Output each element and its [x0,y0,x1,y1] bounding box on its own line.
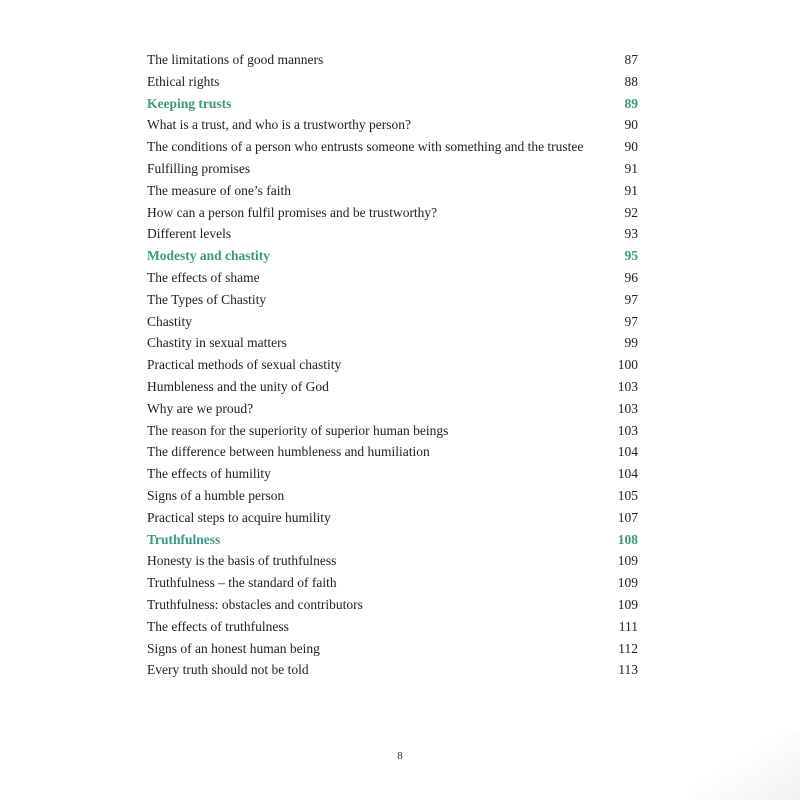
toc-entry-title: Truthfulness [147,531,221,547]
toc-entry-page: 103 [617,400,638,416]
toc-entry-title: The measure of one’s faith [147,182,291,198]
toc-entry [147,572,638,594]
toc-entry [147,485,638,507]
toc-entry-page: 109 [617,575,638,591]
table-of-contents [147,49,638,681]
toc-entry-title: Truthfulness – the standard of faith [147,575,337,591]
toc-entry [147,594,638,616]
toc-entry [147,158,638,180]
toc-entry-page: 104 [617,444,638,460]
toc-entry-title: Chastity in sexual matters [147,335,287,351]
toc-entry-page: 97 [624,313,638,329]
toc-entry [147,202,638,224]
toc-entry [147,71,638,93]
toc-entry-title: The conditions of a person who entrusts someone with something and the trustee [147,139,584,155]
toc-entry-page: 93 [624,226,638,242]
toc-entry-page: 100 [617,357,638,373]
toc-entry-page: 107 [617,509,638,525]
toc-entry-page: 88 [624,73,638,89]
toc-entry-page: 113 [618,662,638,678]
toc-entry-title: Truthfulness: obstacles and contributors [147,596,363,612]
toc-entry-title: The reason for the superiority of superior human beings [147,422,449,438]
toc-entry-page: 97 [624,291,638,307]
toc-entry [147,49,638,71]
toc-entry-page: 89 [624,95,638,111]
page-edge-shadow [690,730,800,800]
toc-entry [147,659,638,681]
toc-entry-page: 99 [624,335,638,351]
toc-entry-page: 105 [617,487,638,503]
toc-entry-page: 109 [617,553,638,569]
toc-entry [147,114,638,136]
toc-entry-title: The effects of humility [147,466,271,482]
toc-section-heading [147,529,638,551]
toc-entry [147,289,638,311]
toc-entry-title: Keeping trusts [147,95,232,111]
toc-entry-title: The Types of Chastity [147,291,267,307]
toc-entry-page: 90 [624,117,638,133]
toc-entry-title: The effects of truthfulness [147,618,289,634]
toc-entry-title: The difference between humbleness and humiliation [147,444,430,460]
toc-entry [147,616,638,638]
toc-entry [147,550,638,572]
toc-entry-title: Chastity [147,313,193,329]
toc-entry [147,223,638,245]
toc-entry-title: Modesty and chastity [147,248,271,264]
toc-entry [147,420,638,442]
toc-entry-page: 92 [624,204,638,220]
toc-entry-page: 108 [617,531,638,547]
toc-entry-title: Practical methods of sexual chastity [147,357,342,373]
toc-entry [147,441,638,463]
toc-entry [147,354,638,376]
toc-entry-page: 91 [624,160,638,176]
toc-entry-page: 103 [617,378,638,394]
toc-entry-page: 103 [617,422,638,438]
toc-entry-page: 87 [624,52,638,67]
toc-entry [147,398,638,420]
toc-entry [147,180,638,202]
toc-entry-title: How can a person fulfil promises and be trustworthy? [147,204,438,220]
toc-entry-page: 90 [624,139,638,155]
toc-entry-page: 104 [617,466,638,482]
toc-entry-page: 91 [624,182,638,198]
toc-entry-page: 109 [617,596,638,612]
toc-section-heading [147,245,638,267]
toc-entry-title: Humbleness and the unity of God [147,378,329,394]
toc-entry-title: Every truth should not be told [147,662,309,678]
toc-entry [147,136,638,158]
toc-entry-title: Ethical rights [147,73,220,89]
toc-entry-page: 112 [618,640,638,656]
toc-entry [147,463,638,485]
toc-entry-title: The effects of shame [147,269,260,285]
toc-entry-page: 111 [618,618,638,634]
toc-entry [147,638,638,660]
toc-entry-title: Practical steps to acquire humility [147,509,331,525]
toc-section-heading [147,93,638,115]
toc-entry-title: Fulfilling promises [147,160,251,176]
toc-entry-page: 95 [624,248,638,264]
toc-entry-title: What is a trust, and who is a trustworthy person? [147,117,411,133]
toc-entry [147,507,638,529]
toc-entry-title: The limitations of good manners [147,52,324,67]
toc-entry-title: Honesty is the basis of truthfulness [147,553,337,569]
toc-entry-title: Signs of an honest human being [147,640,320,656]
toc-entry-title: Why are we proud? [147,400,254,416]
toc-entry [147,311,638,333]
toc-entry [147,376,638,398]
toc-entry [147,332,638,354]
page-number: 8 [397,750,403,762]
toc-entry-page: 96 [624,269,638,285]
toc-entry [147,267,638,289]
toc-entry-title: Different levels [147,226,232,242]
toc-entry-title: Signs of a humble person [147,487,285,503]
